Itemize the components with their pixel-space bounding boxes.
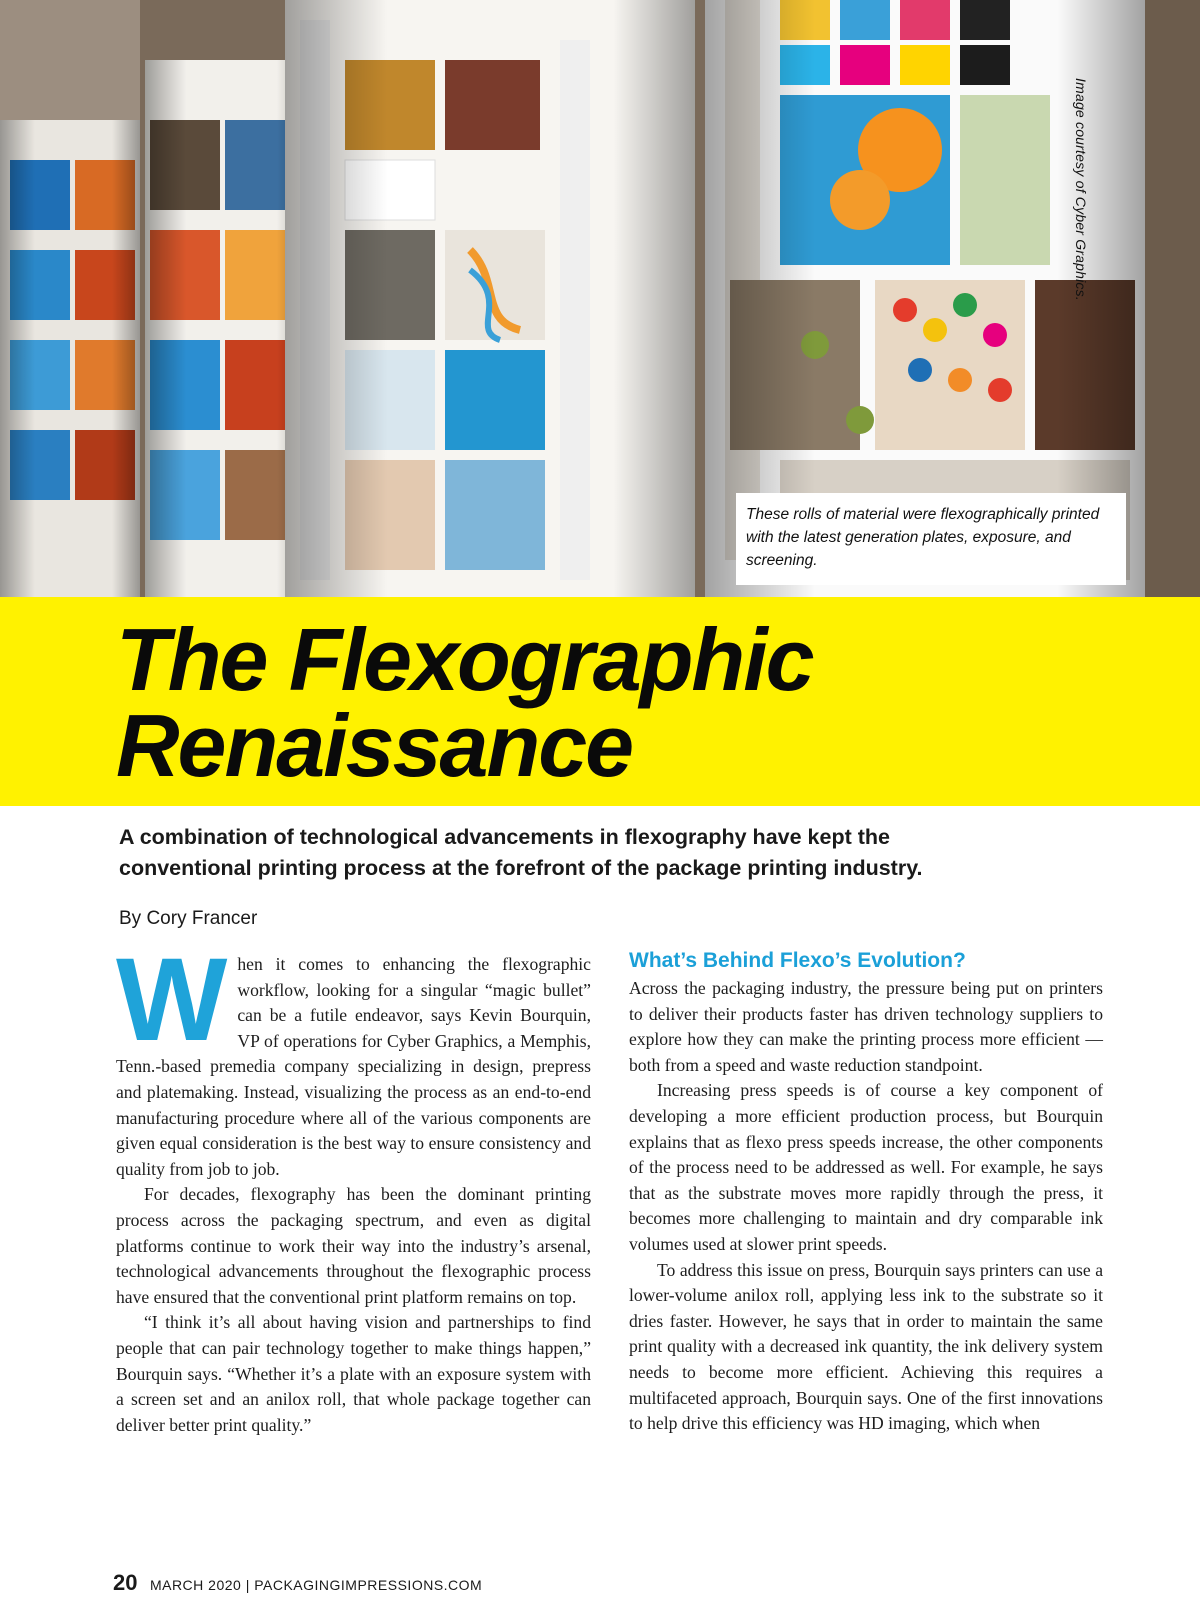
- deck-line-1: A combination of technological advancements in flexography have kept the: [119, 825, 890, 849]
- article-title: [116, 610, 813, 795]
- page-footer: [113, 1570, 482, 1596]
- body-paragraph: To address this issue on press, Bourquin says printers can use a lower-volume anilox roll, applying less ink to the substrate so it dries faster. However, he says that in order to maintain the same print quality with a decreased ink quantity, the ink delivery system needs to become more efficient. Achieving this requires a multifaceted approach, Bourquin says. One of the first innovations to help drive this efficiency was HD imaging, which when: [629, 1259, 1103, 1434]
- center-roll: [285, 0, 695, 597]
- body-paragraph: “I think it’s all about having vision and partnerships to find people that can pair technology together to make things happen,” Bourquin says. “Whether it’s a plate with an exposure system with a screen set and an anilox roll, that whole package together can deliver better print quality.”: [116, 1312, 591, 1435]
- body-paragraph: Increasing press speeds is of course a key component of developing a more efficient production process, but Bourquin explains that as flexo press speeds increase, the other components of the process need to be addressed as well. For example, he says that as the substrate moves more rapidly through the press, it becomes more challenging to maintain and dry comparable ink volumes used at slower print speeds.: [629, 1080, 1103, 1254]
- title-line-2: Renaissance: [116, 696, 633, 795]
- title-line-1: The Flexographic: [116, 610, 813, 709]
- body-column-right: [629, 948, 1103, 1437]
- body-paragraph: Across the packaging industry, the pressure being put on printers to deliver their products faster has driven technology suppliers to explore how they can make the printing process more efficient — both from a speed and waste reduction standpoint.: [629, 978, 1103, 1075]
- photo-credit: Image courtesy of Cyber Graphics.: [1073, 78, 1089, 301]
- body-paragraph: For decades, flexography has been the dominant printing process across the packaging spectrum, and even as digital platforms continue to work their way into the industry’s arsenal, technological advancements throughout the flexographic process have ensured that the conventional print platform remains on top.: [116, 1184, 591, 1307]
- hero-photo: [0, 0, 1200, 597]
- left-roll: [0, 120, 140, 597]
- deck-line-2: conventional printing process at the forefront of the package printing industry.: [119, 856, 923, 880]
- body-column-left: [116, 934, 591, 1438]
- article-deck: [119, 822, 1079, 884]
- drop-cap: W: [116, 934, 228, 1066]
- title-band: [0, 597, 1200, 806]
- byline: By Cory Francer: [119, 908, 258, 929]
- photo-caption: These rolls of material were flexographically printed with the latest generation plates, exposure, and screening.: [736, 493, 1126, 585]
- body-paragraph: When it comes to enhancing the flexographic workflow, looking for a singular “magic bullet” can be a futile endeavor, says Kevin Bourquin, VP of operations for Cyber Graphics, a Memphis, Tenn.-based premedia company specializing in design, prepress and platemaking. Instead, visualizing the process as an end-to-end manufacturing procedure where all of the various components are given equal consideration is the best way to ensure consistency and quality from job to job.: [116, 934, 591, 1179]
- page-number: 20: [113, 1570, 138, 1595]
- footer-text: MARCH 2020 | PACKAGINGIMPRESSIONS.COM: [149, 1577, 483, 1593]
- section-subhead: What’s Behind Flexo’s Evolution?: [629, 949, 966, 972]
